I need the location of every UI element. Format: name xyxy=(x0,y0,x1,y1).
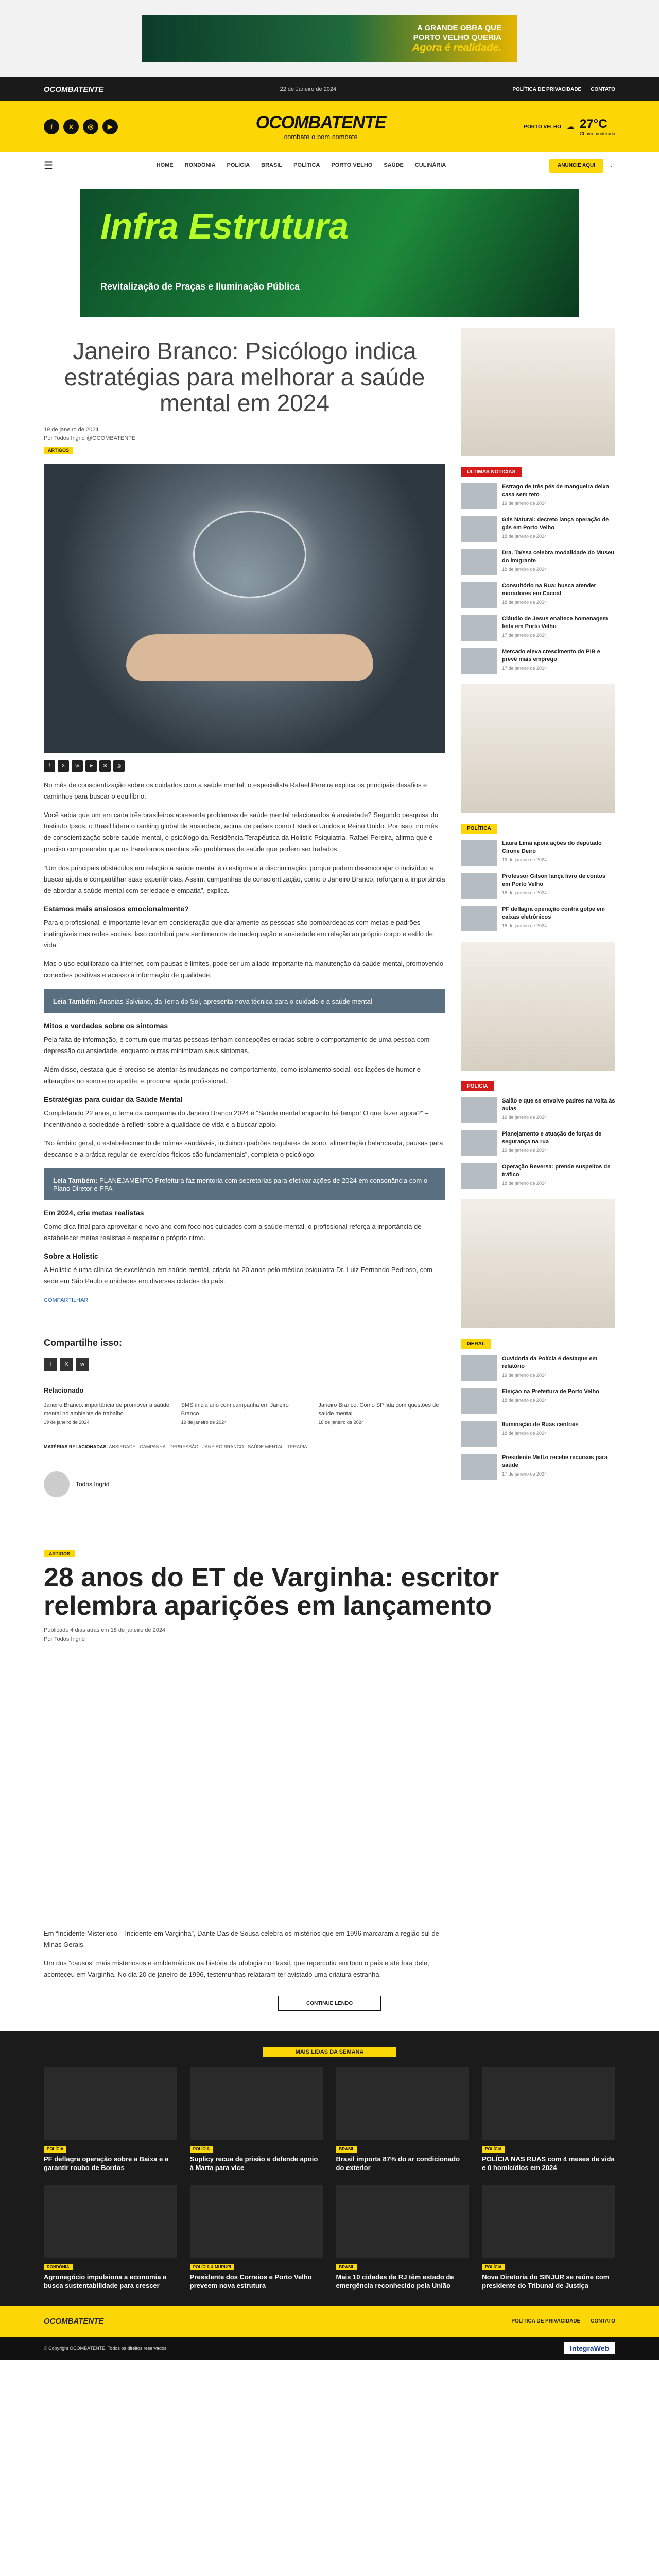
news-title[interactable]: Gás Natural: decreto lança operação de gás em Porto Velho xyxy=(502,517,609,531)
most-read-card[interactable] xyxy=(482,2067,615,2173)
news-meta: 17 de janeiro de 2024 xyxy=(502,1471,547,1477)
article-body xyxy=(44,779,445,1306)
sidebar-news-item[interactable] xyxy=(461,1163,615,1189)
read-also-box[interactable] xyxy=(44,989,445,1013)
share-print-icon[interactable]: ⎙ xyxy=(113,760,125,772)
next-article-video[interactable] xyxy=(44,1665,445,1897)
main-nav xyxy=(0,152,659,178)
sidebar-news-item[interactable] xyxy=(461,1388,615,1414)
related-title: Relacionado xyxy=(44,1386,84,1394)
sidebar xyxy=(461,328,615,1549)
sidebar-news-item[interactable] xyxy=(461,648,615,674)
footer-link-contact[interactable]: CONTATO xyxy=(591,2318,615,2324)
article-category[interactable]: ARTIGOS xyxy=(44,447,73,454)
social-links xyxy=(44,119,118,134)
share-email-icon[interactable]: ✉ xyxy=(99,760,111,772)
related-item-date: 18 de janeiro de 2024 xyxy=(318,1419,364,1425)
sidebar-news-item[interactable] xyxy=(461,1454,615,1480)
credit-bar xyxy=(0,2337,659,2360)
read-also-label: Leia Também: xyxy=(53,997,98,1006)
card-title[interactable]: Nova Diretoria do SINJUR se reúne com presidente do Tribunal de Justiça xyxy=(482,2273,610,2290)
card-title[interactable]: Agronegócio impulsiona a economia a busca sustentabilidade para crescer xyxy=(44,2273,167,2290)
related-posts xyxy=(44,1386,445,1427)
article-subhead: Mitos e verdades sobre os sintomas xyxy=(44,1022,168,1030)
next-article xyxy=(44,1549,615,2011)
news-thumb xyxy=(461,1130,497,1156)
news-meta: 18 de janeiro de 2024 xyxy=(502,1430,547,1436)
instagram-icon[interactable]: ◎ xyxy=(83,119,98,134)
read-also-box[interactable] xyxy=(44,1168,445,1200)
advertise-button[interactable]: ANUNCIE AQUI xyxy=(549,159,603,173)
card-image xyxy=(190,2067,323,2140)
news-title[interactable]: Dra. Taíssa celebra modalidade do Museu do Imigrante xyxy=(502,550,615,564)
sidebar-news-item[interactable] xyxy=(461,549,615,575)
top-ad-banner[interactable] xyxy=(142,15,517,62)
brand-slogan: combate o bom combate xyxy=(284,133,358,141)
brain-illustration xyxy=(193,511,306,598)
sidebar-news-item[interactable] xyxy=(461,873,615,899)
article-subhead: Estamos mais ansiosos emocionalmente? xyxy=(44,904,189,913)
top-bar xyxy=(0,77,659,101)
news-thumb xyxy=(461,1454,497,1480)
news-thumb xyxy=(461,615,497,641)
share-whatsapp-icon[interactable]: w xyxy=(72,760,83,772)
author-name[interactable]: Todos Ingrid xyxy=(76,1481,110,1488)
card-image xyxy=(44,2067,177,2140)
news-meta: 19 de janeiro de 2024 xyxy=(502,857,547,862)
related-item[interactable] xyxy=(181,1401,308,1427)
weather-temp: 27°C xyxy=(579,117,608,131)
article-paragraph: Para o profissional, é importante levar em consideração que diariamente as pessoas são bombardeadas com metas e padrões inatingíveis nas redes sociais. Isso contribui para sentimentos de inadequação e ansiedade em relação ao próprio corpo e estilo de vida. xyxy=(44,918,433,949)
card-title[interactable]: Brasil importa 87% do ar condicionado do exterior xyxy=(336,2155,460,2172)
news-thumb xyxy=(461,1163,497,1189)
sidebar-news-item[interactable] xyxy=(461,1130,615,1156)
sidebar-news-item[interactable] xyxy=(461,483,615,509)
sidebar-ad[interactable] xyxy=(461,684,615,813)
news-title[interactable]: Professor Gilson lança livro de contos em Porto Velho xyxy=(502,873,606,887)
news-meta: 19 de janeiro de 2024 xyxy=(502,1114,547,1120)
top-ad-line1: A GRANDE OBRA QUE xyxy=(417,23,501,32)
footer-link-privacy[interactable]: POLÍTICA DE PRIVACIDADE xyxy=(511,2318,581,2324)
sidebar-ad[interactable] xyxy=(461,942,615,1071)
author-box xyxy=(44,1471,445,1497)
news-title[interactable]: Estrago de três pés de mangueira deixa casa sem teto xyxy=(502,484,609,498)
infra-ad-headline: Infra Estrutura xyxy=(100,206,349,246)
twitter-icon[interactable]: X xyxy=(63,119,79,134)
sidebar-news-item[interactable] xyxy=(461,615,615,641)
share-bar xyxy=(44,760,445,772)
news-thumb xyxy=(461,483,497,509)
news-title[interactable]: Eleição na Prefeitura de Porto Velho xyxy=(502,1388,599,1395)
tags-label: MATÉRIAS RELACIONADAS: xyxy=(44,1444,108,1449)
news-title[interactable]: Presidente Mettzi recebe recursos para saúde xyxy=(502,1454,608,1468)
nav-culinaria[interactable]: CULINÁRIA xyxy=(414,162,446,168)
related-item-title[interactable]: Janeiro Branco: Como SP lida com questões de saúde mental xyxy=(318,1402,439,1417)
news-meta: 18 de janeiro de 2024 xyxy=(502,1180,547,1186)
article-paragraph: “No âmbito geral, o estabelecimento de rotinas saudáveis, incluindo padrões regulares de sono, alimentação balanceada, pausas para descanso e a prática regular de exercícios físicos são fundamentais”, completa o psicólogo. xyxy=(44,1139,443,1158)
nav-brasil[interactable]: BRASIL xyxy=(261,162,283,168)
article-paragraph: Pela falta de informação, é comum que muitas pessoas tenham concepções erradas sobre o comportamento de uma pessoa com depressão ou ansiedade, enquanto outras minimizam seus sintomas. xyxy=(44,1036,430,1055)
avatar xyxy=(44,1471,70,1497)
site-footer xyxy=(0,2306,659,2337)
article-title: Janeiro Branco: Psicólogo indica estratégias para melhorar a saúde mental em 2024 xyxy=(64,337,425,417)
tags-list[interactable]: ANSIEDADE · CAMPANHA · DEPRESSÃO · JANEIRO BRANCO · SAÚDE MENTAL · TERAPIA xyxy=(109,1444,307,1449)
most-read-title: MAIS LIDAS DA SEMANA xyxy=(263,2047,396,2057)
site-logo[interactable] xyxy=(256,113,386,141)
copyright-text: © Copyright OCOMBATENTE. Todos os direitos reservados. xyxy=(44,2346,168,2351)
news-meta: 18 de janeiro de 2024 xyxy=(502,599,547,605)
card-title[interactable]: Suplicy recua de prisão e defende apoio à Marta para vice xyxy=(189,2155,318,2172)
top-ad-line3: Agora é realidade. xyxy=(412,42,501,54)
nav-politica[interactable]: POLÍTICA xyxy=(293,162,320,168)
news-title[interactable]: Iluminação de Ruas centrais xyxy=(502,1421,579,1428)
news-meta: 17 de janeiro de 2024 xyxy=(502,665,547,671)
news-thumb xyxy=(461,549,497,575)
news-thumb xyxy=(461,648,497,674)
news-thumb xyxy=(461,840,497,866)
news-title[interactable]: Operação Reversa: prende suspeitos de tráfico xyxy=(502,1164,611,1178)
article-date: 19 de janeiro de 2024 xyxy=(44,426,99,433)
news-meta: 19 de janeiro de 2024 xyxy=(502,1147,547,1153)
sidebar-news-item[interactable] xyxy=(461,582,615,608)
card-image xyxy=(44,2185,177,2258)
top-ad-line2: PORTO VELHO QUERIA xyxy=(413,32,501,42)
card-image xyxy=(336,2185,470,2258)
news-meta: 18 de janeiro de 2024 xyxy=(502,890,547,895)
nav-saude[interactable]: SAÚDE xyxy=(384,162,404,168)
developer-logo[interactable]: IntegraWeb xyxy=(564,2342,615,2354)
read-also-text[interactable]: Ananias Salviano, da Terra do Sol, apresenta nova técnica para o cuidado e a saúde mental xyxy=(99,997,372,1006)
weather-icon: ☁ xyxy=(566,123,575,131)
nav-home[interactable]: HOME xyxy=(156,162,174,168)
news-thumb xyxy=(461,906,497,931)
card-category[interactable]: POLÍCIA & MURUPI xyxy=(190,2264,234,2270)
brand-name: OCOMBATENTE xyxy=(255,113,386,132)
share-title: Compartilhe isso: xyxy=(44,1337,123,1348)
article-paragraph: Você sabia que um em cada três brasileiros apresenta problemas de saúde mental relacionados à ansiedade? Segundo pesquisa do Instituto Ipsos, o Brasil lidera o ranking global de ansiedade, acima de países como Estados Unidos e Reino Unido. Por isso, no mês de conscientização sobre saúde mental, o psicólogo da Residência Terapêutica da Holistic Psiquiatria, Rafael Pereira, afirma que é preciso compreender que os transtornos mentais são problemas de saúde que podem ser tratados. xyxy=(44,811,439,853)
weather-desc: Chuva moderada xyxy=(579,131,615,137)
infra-ad-banner[interactable] xyxy=(80,189,579,317)
most-read-card[interactable] xyxy=(44,2067,177,2173)
article-paragraph: Como dica final para aproveitar o novo ano com foco nos cuidados com a saúde mental, o profissional reforça a importância de estabelecer metas realistas e respeitar o próprio ritmo. xyxy=(44,1223,422,1242)
card-category[interactable]: BRASIL xyxy=(336,2264,358,2270)
card-title[interactable]: POLÍCIA NAS RUAS com 4 meses de vida e 0 homicídios em 2024 xyxy=(482,2155,615,2172)
news-title[interactable]: PF deflagra operação contra golpe em caixas eletrônicos xyxy=(502,906,605,920)
news-meta: 19 de janeiro de 2024 xyxy=(502,500,547,506)
share-section xyxy=(44,1327,445,1498)
related-item[interactable] xyxy=(318,1401,445,1427)
article-paragraph: No mês de conscientização sobre os cuidados com a saúde mental, o especialista Rafael Pereira explica os principais desafios e caminhos para buscar o equilíbrio. xyxy=(44,781,427,801)
article-subhead: Em 2024, crie metas realistas xyxy=(44,1209,144,1217)
sidebar-ad[interactable] xyxy=(461,1199,615,1328)
news-meta: 19 de janeiro de 2024 xyxy=(502,1372,547,1378)
news-title[interactable]: Ouvidoria da Polícia é destaque em relatório xyxy=(502,1355,598,1369)
article-paragraph: Completando 22 anos, o tema da campanha do Janeiro Branco 2024 é “Saúde mental enquanto há tempo! O que fazer agora?” – incentivando a sociedade a refletir sobre a qualidade de vida e a buscar apoio. xyxy=(44,1109,429,1128)
news-meta: 18 de janeiro de 2024 xyxy=(502,533,547,539)
article-paragraph: “Um dos principais obstáculos em relação à saúde mental é o estigma e a discriminação, porque podem desencorajar o indivíduo a buscar ajuda e compartilhar suas experiências. Assim, campanhas de conscientização, como o Janeiro Branco, reforçam a importância de abordar a saúde mental com seriedade e empatia”, explica. xyxy=(44,863,445,894)
politics-title: POLÍTICA xyxy=(461,824,497,834)
related-item-title[interactable]: Janeiro Branco: importância de promover a saúde mental no ambiente de trabalho xyxy=(44,1402,169,1417)
news-thumb xyxy=(461,516,497,542)
news-meta: 18 de janeiro de 2024 xyxy=(502,923,547,928)
weather-city: PORTO VELHO xyxy=(524,124,561,130)
card-category[interactable]: POLÍCIA xyxy=(190,2146,213,2153)
weather-widget xyxy=(524,117,615,137)
most-read-section xyxy=(0,2031,659,2306)
card-title[interactable]: PF deflagra operação sobre a Baixa e a garantir roubo de Bordos xyxy=(44,2155,169,2172)
related-item-date: 19 de janeiro de 2024 xyxy=(181,1419,227,1425)
news-thumb xyxy=(461,873,497,899)
related-item-title[interactable]: SMS inicia ano com campanha em Janeiro Branco xyxy=(181,1402,289,1417)
sidebar-ad[interactable] xyxy=(461,328,615,456)
police-title: POLÍCIA xyxy=(461,1081,494,1091)
news-title[interactable]: Planejamento e atuação de forças de segurança na rua xyxy=(502,1131,602,1145)
hand-illustration xyxy=(126,634,373,681)
news-meta: 17 de janeiro de 2024 xyxy=(502,632,547,638)
read-also-label: Leia Também: xyxy=(53,1177,98,1185)
share-twitter-icon[interactable]: X xyxy=(60,1358,73,1371)
article-tags xyxy=(44,1437,445,1451)
top-ad[interactable] xyxy=(0,0,659,77)
article-link[interactable]: COMPARTILHAR xyxy=(44,1297,89,1304)
next-article-title[interactable]: 28 anos do ET de Varginha: escritor relembra aparições em lançamento xyxy=(44,1563,499,1621)
extra-title: GERAL xyxy=(461,1339,491,1349)
news-meta: 18 de janeiro de 2024 xyxy=(502,566,547,572)
youtube-icon[interactable]: ▶ xyxy=(102,119,118,134)
topbar-logo[interactable]: OCOMBATENTE xyxy=(44,84,104,94)
news-title[interactable]: Mercado eleva crescimento do PIB e prevê mais emprego xyxy=(502,649,600,663)
sidebar-news-item[interactable] xyxy=(461,906,615,931)
article-paragraph: Mas o uso equilibrado da internet, com pausas e limites, pode ser um aliado importante na manutenção da saúde mental, promovendo conexões positivas e acesso à informação de qualidade. xyxy=(44,960,444,979)
card-title[interactable]: Mais 10 cidades de RJ têm estado de emergência reconhecido pela União xyxy=(336,2273,454,2290)
infra-ad-sub: Revitalização de Praças e Iluminação Pública xyxy=(100,281,300,292)
news-thumb xyxy=(461,1097,497,1123)
topbar-link-contact[interactable]: CONTATO xyxy=(591,86,615,92)
most-read-card[interactable] xyxy=(44,2185,177,2291)
related-item-date: 19 de janeiro de 2024 xyxy=(44,1419,90,1425)
share-facebook-icon[interactable]: f xyxy=(44,1358,57,1371)
most-read-card[interactable] xyxy=(190,2067,323,2173)
sidebar-news-item[interactable] xyxy=(461,840,615,866)
news-title[interactable]: Salão e que se envolve padres na volta às aulas xyxy=(502,1098,615,1112)
card-title[interactable]: Presidente dos Correios e Porto Velho preveem nova estrutura xyxy=(189,2273,312,2290)
article-subhead: Estratégias para cuidar da Saúde Mental xyxy=(44,1095,183,1104)
share-telegram-icon[interactable]: ➤ xyxy=(85,760,97,772)
news-thumb xyxy=(461,1388,497,1414)
news-title[interactable]: Consultório na Rua: busca atender moradores em Cacoal xyxy=(502,583,596,597)
news-thumb xyxy=(461,582,497,608)
article-paragraph: A Holistic é uma clínica de excelência em saúde mental, criada há 20 anos pelo médico psiquiatra Dr. Luiz Fernando Pedroso, com sede em São Paulo e unidades em diversas cidades do país. xyxy=(44,1266,433,1285)
next-article-paragraph: Um dos “causos” mais misteriosos e emblemáticos na história da ufologia no Brasil, que repercutiu em todo o país e até fora dele, aconteceu em Varginha. No dia 20 de janeiro de 1996, testemunhas relataram ter avistado uma criatura estranha. xyxy=(44,1959,429,1978)
card-image xyxy=(336,2067,470,2140)
card-image xyxy=(482,2067,615,2140)
search-icon[interactable]: ⌕ xyxy=(611,161,615,170)
article-subhead: Sobre a Holistic xyxy=(44,1252,98,1261)
nav-rondonia[interactable]: RONDÔNIA xyxy=(184,162,216,168)
nav-porto-velho[interactable]: PORTO VELHO xyxy=(331,162,373,168)
most-read-card[interactable] xyxy=(336,2185,470,2291)
next-article-author[interactable]: Por Todos Ingrid xyxy=(44,1636,85,1642)
topbar-date: 22 de Janeiro de 2024 xyxy=(280,86,337,92)
next-article-date: Publicado 4 dias atrás em 18 de janeiro de 2024 xyxy=(44,1627,166,1634)
share-twitter-icon[interactable]: X xyxy=(58,760,69,772)
card-category[interactable]: POLÍCIA xyxy=(482,2146,505,2153)
topbar-link-privacy[interactable]: POLÍTICA DE PRIVACIDADE xyxy=(512,86,582,92)
article-hero-image xyxy=(44,464,445,753)
sidebar-news-item[interactable] xyxy=(461,1355,615,1381)
sidebar-news-item[interactable] xyxy=(461,516,615,542)
most-read-card[interactable] xyxy=(336,2067,470,2173)
footer-logo[interactable]: OCOMBATENTE xyxy=(44,2317,104,2326)
next-article-category[interactable]: ARTIGOS xyxy=(44,1550,75,1557)
nav-policia[interactable]: POLÍCIA xyxy=(227,162,250,168)
card-image xyxy=(190,2185,323,2258)
related-item[interactable] xyxy=(44,1401,171,1427)
card-category[interactable]: POLÍCIA xyxy=(482,2264,505,2270)
news-meta: 18 de janeiro de 2024 xyxy=(502,1397,547,1403)
news-thumb xyxy=(461,1355,497,1381)
share-whatsapp-icon[interactable]: w xyxy=(76,1358,89,1371)
read-also-text[interactable]: PLANEJAMENTO Prefeitura faz mentoria com secretarias para efetivar ações de 2024 em consonância com o Plano Diretor e PPA xyxy=(53,1177,428,1193)
article-author[interactable]: Por Todos Ingrid @OCOMBATENTE xyxy=(44,435,136,442)
most-read-card[interactable] xyxy=(190,2185,323,2291)
news-thumb xyxy=(461,1421,497,1447)
card-image xyxy=(482,2185,615,2258)
most-read-card[interactable] xyxy=(482,2185,615,2291)
article-paragraph: Além disso, destaca que é preciso se atentar às mudanças no comportamento, como isolamento social, oscilações de humor e alterações no sono e no apetite, e procurar ajuda profissional. xyxy=(44,1065,421,1085)
news-title[interactable]: Cláudio de Jesus enaltece homenagem feita em Porto Velho xyxy=(502,616,608,630)
load-more-button[interactable]: CONTINUE LENDO xyxy=(278,1996,381,2011)
facebook-icon[interactable]: f xyxy=(44,119,59,134)
menu-icon[interactable]: ☰ xyxy=(44,160,53,172)
card-category[interactable]: RONDÔNIA xyxy=(44,2264,73,2270)
article-main xyxy=(44,328,445,1549)
share-facebook-icon[interactable]: f xyxy=(44,760,55,772)
news-title[interactable]: Laura Lima apoia ações do deputado Cirone Deiró xyxy=(502,840,602,854)
next-article-paragraph: Em “Incidente Misterioso – Incidente em Varginha”, Dante Das de Sousa celebra os mistérios que em 1996 marcaram a região sul de Minas Gerais. xyxy=(44,1929,439,1948)
card-category[interactable]: BRASIL xyxy=(336,2146,358,2153)
sidebar-news-item[interactable] xyxy=(461,1097,615,1123)
site-header xyxy=(0,101,659,152)
sidebar-news-item[interactable] xyxy=(461,1421,615,1447)
card-category[interactable]: POLÍCIA xyxy=(44,2146,66,2153)
latest-title: ÚLTIMAS NOTÍCIAS xyxy=(461,467,522,477)
